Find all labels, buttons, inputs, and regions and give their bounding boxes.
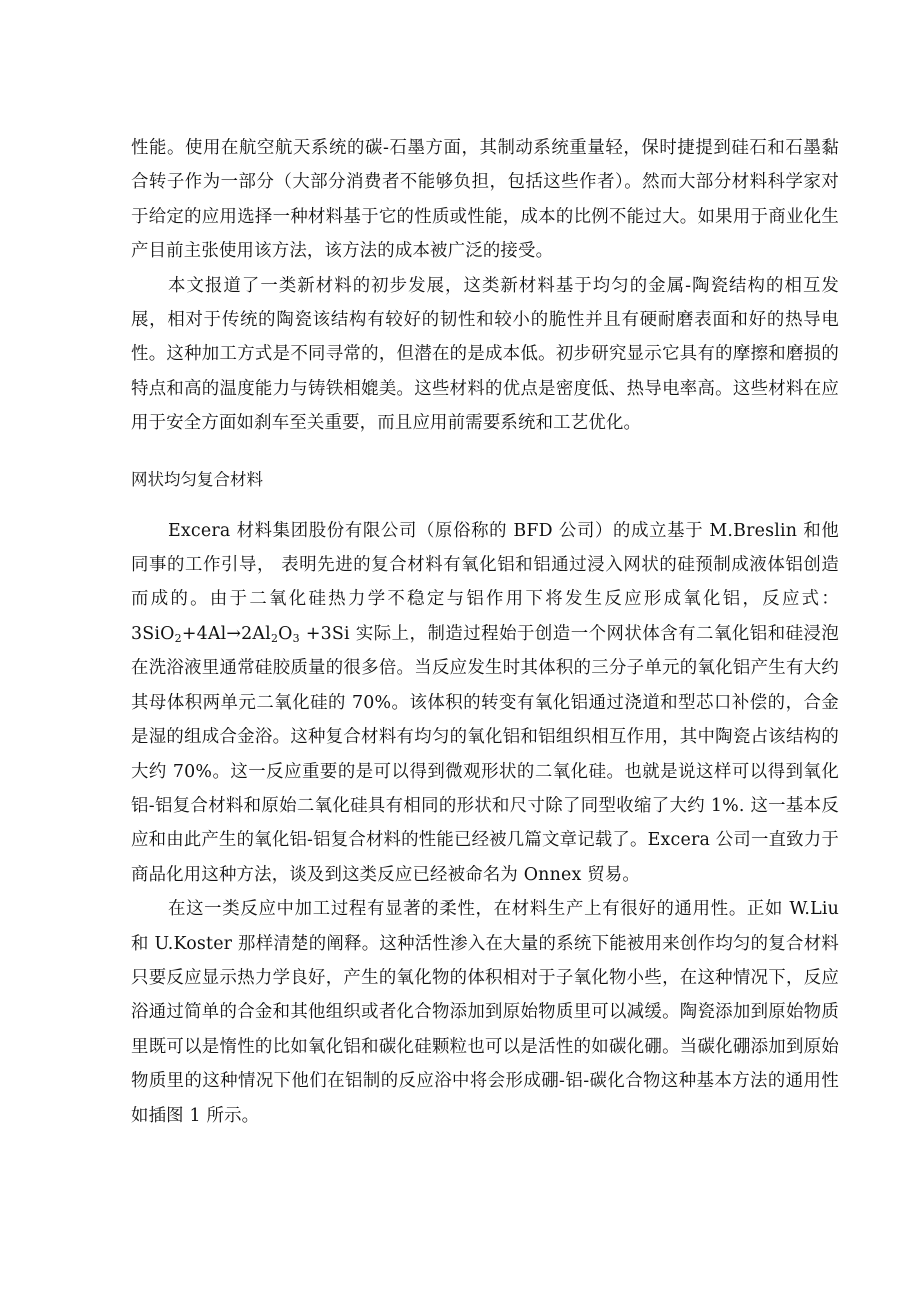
paragraph-new-material-intro: 本文报道了一类新材料的初步发展，这类新材料基于均匀的金属-陶瓷结构的相互发展，相对于传统的陶瓷该结构有较好的韧性和较小的脆性并且有硬耐磨表面和好的热导电性。这种加工方式是不同寻常的，但潜在的是成本低。初步研究显示它具有的摩擦和磨损的特点和高的温度能力与铸铁相媲美。这些材料的优点是密度低、热导电率高。这些材料在应用于安全方面如刹车至关重要，而且应用前需要系统和工艺优化。 [131,275,839,434]
paragraph-carbon-graphite: 性能。使用在航空航天系统的碳-石墨方面，其制动系统重量轻，保时捷提到硅石和石墨黏合转子作为一部分（大部分消费者不能够负担，包括这些作者）。然而大部分材料科学家对于给定的应用选择一种材料基于它的性质或性能，成本的比例不能过大。如果用于商业化生产目前主张使用该方法，该方法的成本被广泛的接受。 [131,138,839,262]
document-body [131,131,839,1133]
reaction-formula [131,624,350,644]
section-heading: 网状均匀复合材料 [131,469,263,489]
excera-text-after-formula: 实际上，制造过程始于创造一个网状体含有二氧化铝和硅浸泡在洗浴液里通常硅胶质量的很多倍。当反应发生时其体积的三分子单元的氧化铝产生有大约其母体积两单元二氧化硅的 70%。该体积的转变有氧化铝通过浇道和型芯口补偿的，合金是湿的组成合金浴。这种复合材料有均匀的氧化铝和铝组织相互作用，其中陶瓷占该结构的大约 70%。这一反应重要的是可以得到微观形状的二氧化硅。也就是说这样可以得到氧化铝-铝复合材料和原始二氧化硅具有相同的形状和尺寸除了同型收缩了大约 1%. 这一基本反应和由此产生的氧化铝-铝复合材料的性能已经被几篇文章记载了。Excera 公司一直致力于商品化用这种方法，谈及到这类反应已经被命名为 Onnex 贸易。 [131,623,840,885]
formula-sub-c: 3 [292,631,300,645]
paragraph-process-flexibility: 在这一类反应中加工过程有显著的柔性，在材料生产上有很好的通用性。正如 W.Liu 和 U.Koster 那样清楚的阐释。这种活性渗入在大量的系统下能被用来创作均匀的复合材料只要反应显示热力学良好，产生的氧化物的体积相对于子氧化物小些，在这种情况下，反应浴通过简单的合金和其他组织或者化合物添加到原始物质里可以减缓。陶瓷添加到原始物质里既可以是惰性的比如氧化铝和碳化硅颗粒也可以是活性的如碳化硼。当碳化硼添加到原始物质里的这种情况下他们在铝制的反应浴中将会形成硼-铝-碳化合物这种基本方法的通用性如插图 1 所示。 [131,899,839,1126]
formula-part-b: +4Al→2Al [181,623,271,644]
formula-sub-a: 2 [174,631,182,645]
formula-part-a: 3SiO [131,623,175,644]
paragraph-excera [131,514,839,892]
excera-text-before-formula: Excera 材料集团股份有限公司（原俗称的 BFD 公司）的成立基于 M.Breslin 和他同事的工作引导， 表明先进的复合材料有氧化铝和铝通过浸入网状的硅预制成液体铝创造而成的。由于二氧化硅热力学不稳定与铝作用下将发生反应形成氧化铝，反应式： [131,520,839,610]
formula-part-d: +3Si [299,623,350,644]
formula-sub-b: 2 [270,631,279,645]
formula-part-c: O [278,623,293,644]
